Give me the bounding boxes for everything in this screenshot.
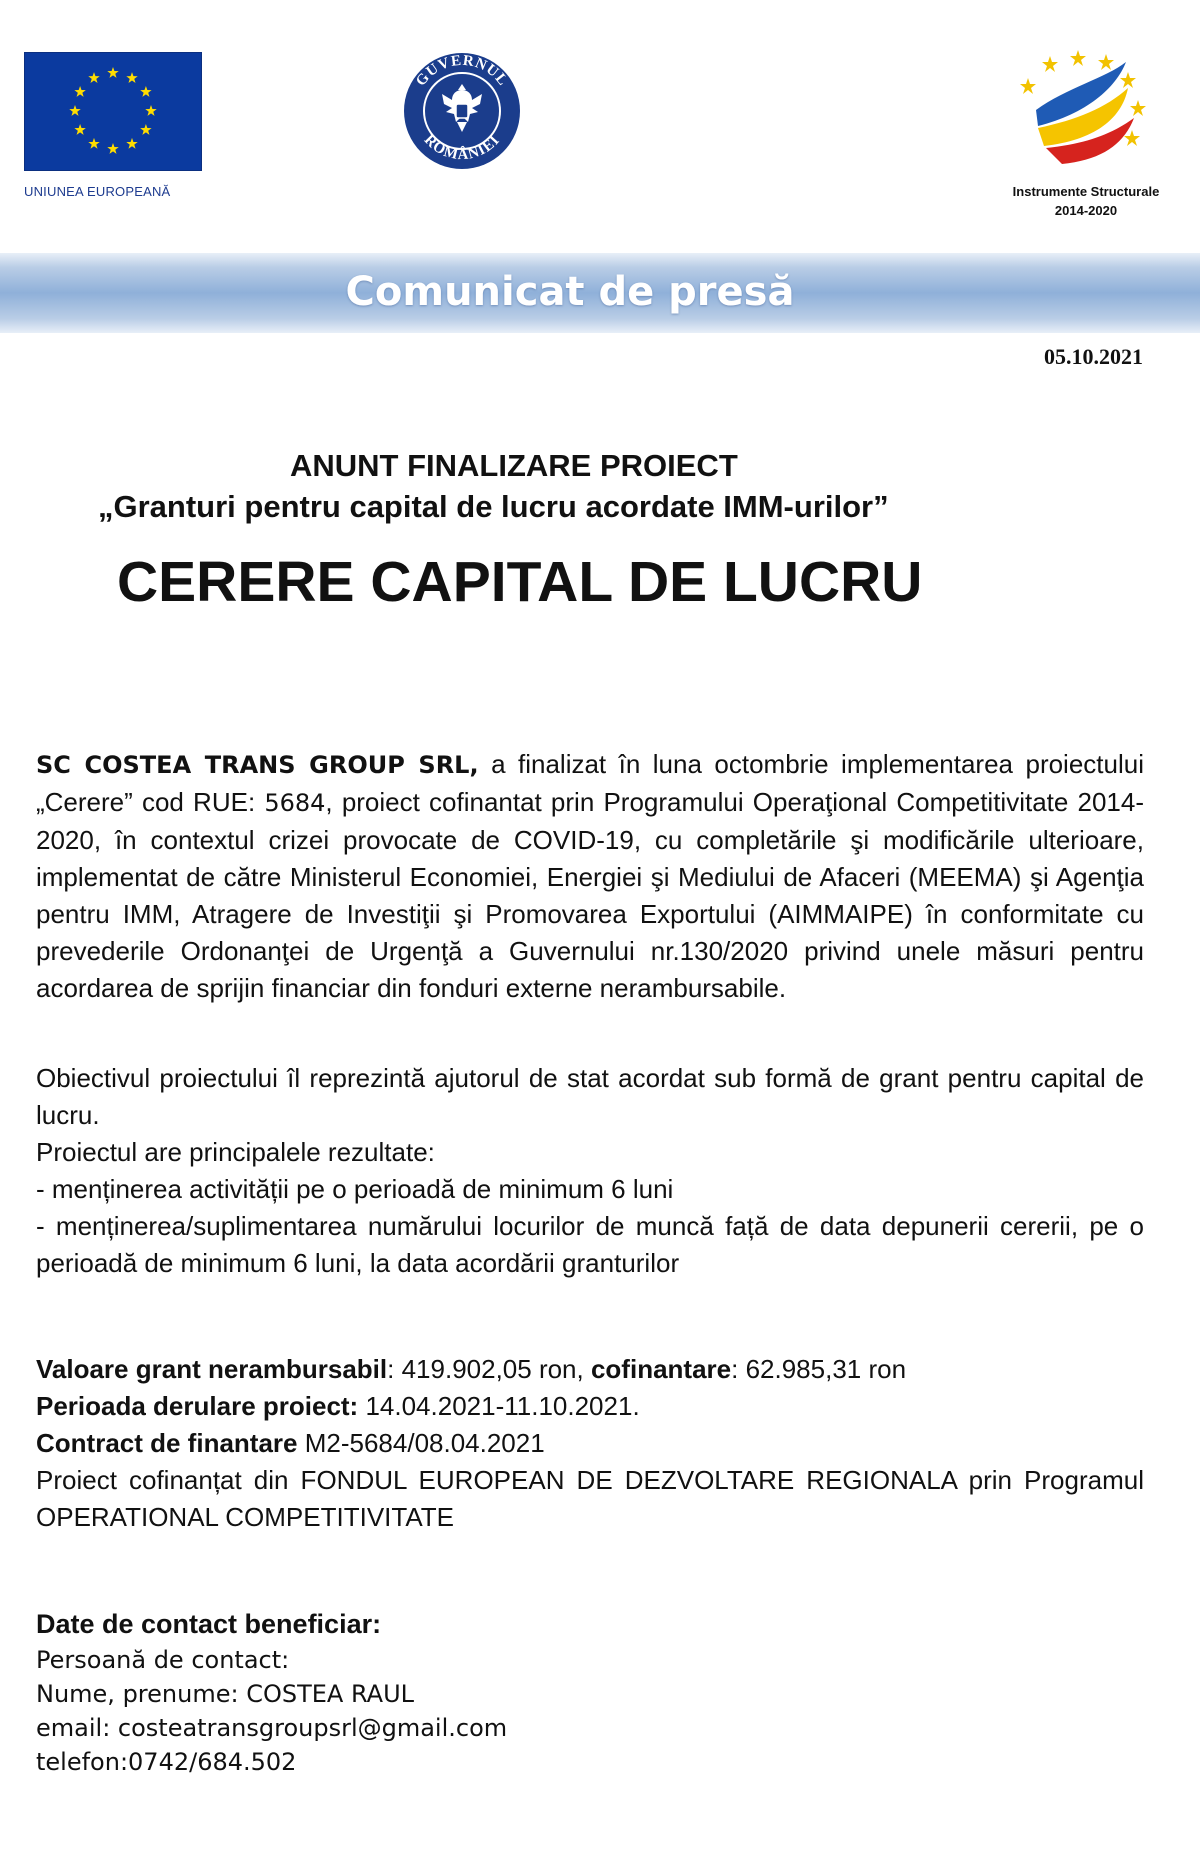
result-item: - menținerea activității pe o perioadă de minimum 6 luni <box>36 1174 674 1204</box>
structural-instruments-icon <box>1016 48 1156 176</box>
objective-text: Obiectivul proiectului îl reprezintă ajutorul de stat acordat sub formă de grant pentru capital de lucru. <box>36 1063 1144 1130</box>
result-item: - menținerea/suplimentarea numărului locurilor de muncă față de data depunerii cererii, pe o perioadă de minimum 6 luni, la data acordării granturilor <box>36 1211 1144 1278</box>
contact-email: email: costeatransgroupsrl@gmail.com <box>36 1714 508 1742</box>
period-label: Perioada derulare proiect: <box>36 1391 359 1421</box>
paragraph-objectives <box>36 1060 1144 1282</box>
romanian-government-seal <box>401 50 523 172</box>
contract-label: Contract de finantare <box>36 1428 298 1458</box>
eu-label: UNIUNEA EUROPEANĂ <box>24 184 171 199</box>
contact-section <box>36 1606 1036 1779</box>
grant-label: Valoare grant nerambursabil <box>36 1354 388 1384</box>
contract-value: M2-5684/08.04.2021 <box>297 1428 545 1458</box>
funding-text: Proiect cofinanțat din FONDUL EUROPEAN DE DEZVOLTARE REGIONALA prin Programul OPERATIONAL COMPETITIVITATE <box>36 1465 1144 1532</box>
project-info <box>36 1351 1144 1536</box>
period-line <box>36 1388 1144 1425</box>
company-name: SC COSTEA TRANS GROUP SRL, <box>36 751 479 779</box>
eu-logo <box>24 52 202 199</box>
seal-text-bottom: ROMÂNIEI <box>420 131 504 164</box>
press-release-banner <box>0 253 1200 333</box>
is-label-line1: Instrumente Structurale <box>1012 184 1160 199</box>
structural-instruments-logo <box>986 48 1186 219</box>
eu-flag-icon <box>24 52 202 171</box>
contact-heading: Date de contact beneficiar: <box>36 1609 382 1639</box>
paragraph1-text-a: a finalizat în luna octombrie implementarea proiectului „Cerere” cod RUE: <box>36 749 1144 817</box>
is-label-line2: 2014-2020 <box>1054 203 1118 218</box>
seal-text-top: GUVERNUL <box>413 52 511 90</box>
period-value: 14.04.2021-11.10.2021. <box>358 1391 640 1421</box>
contract-line <box>36 1425 1144 1462</box>
banner-title: Comunicat de presă <box>345 269 795 315</box>
paragraph-implementation <box>36 746 1144 1007</box>
main-heading: CERERE CAPITAL DE LUCRU <box>117 550 923 614</box>
rue-code: 5684 <box>264 789 326 817</box>
contact-name: Nume, prenume: COSTEA RAUL <box>36 1680 414 1708</box>
contact-phone: telefon:0742/684.502 <box>36 1748 297 1776</box>
document-date: 05.10.2021 <box>1044 344 1143 369</box>
results-intro: Proiectul are principalele rezultate: <box>36 1137 435 1167</box>
project-name: „Granturi pentru capital de lucru acordate IMM-urilor” <box>98 489 889 524</box>
grant-value-line <box>36 1351 1144 1388</box>
announcement-title: ANUNT FINALIZARE PROIECT <box>290 448 738 483</box>
contact-person-label: Persoană de contact: <box>36 1646 290 1674</box>
cofinancing-value: : 62.985,31 ron <box>731 1354 907 1384</box>
paragraph1-text-b: , proiect cofinantat prin Programului Operaţional Competitivitate 2014-2020, în contextul crizei provocate de COVID-19, cu completările şi modificările ulterioare, implementat de către Ministerul Economiei, Energiei şi Mediului de Afaceri (MEEMA) şi Agenţia pentru IMM, Atragere de Investiţii şi Promovarea Exportului (AIMMAIPE) în conformitate cu prevederile Ordonanţei de Urgenţă a Guvernului nr.130/2020 privind unele măsuri pentru acordarea de sprijin financiar din fonduri externe nerambursabile. <box>36 787 1144 1003</box>
grant-value: : 419.902,05 ron, <box>387 1354 591 1384</box>
cofinancing-label: cofinantare <box>590 1354 732 1384</box>
